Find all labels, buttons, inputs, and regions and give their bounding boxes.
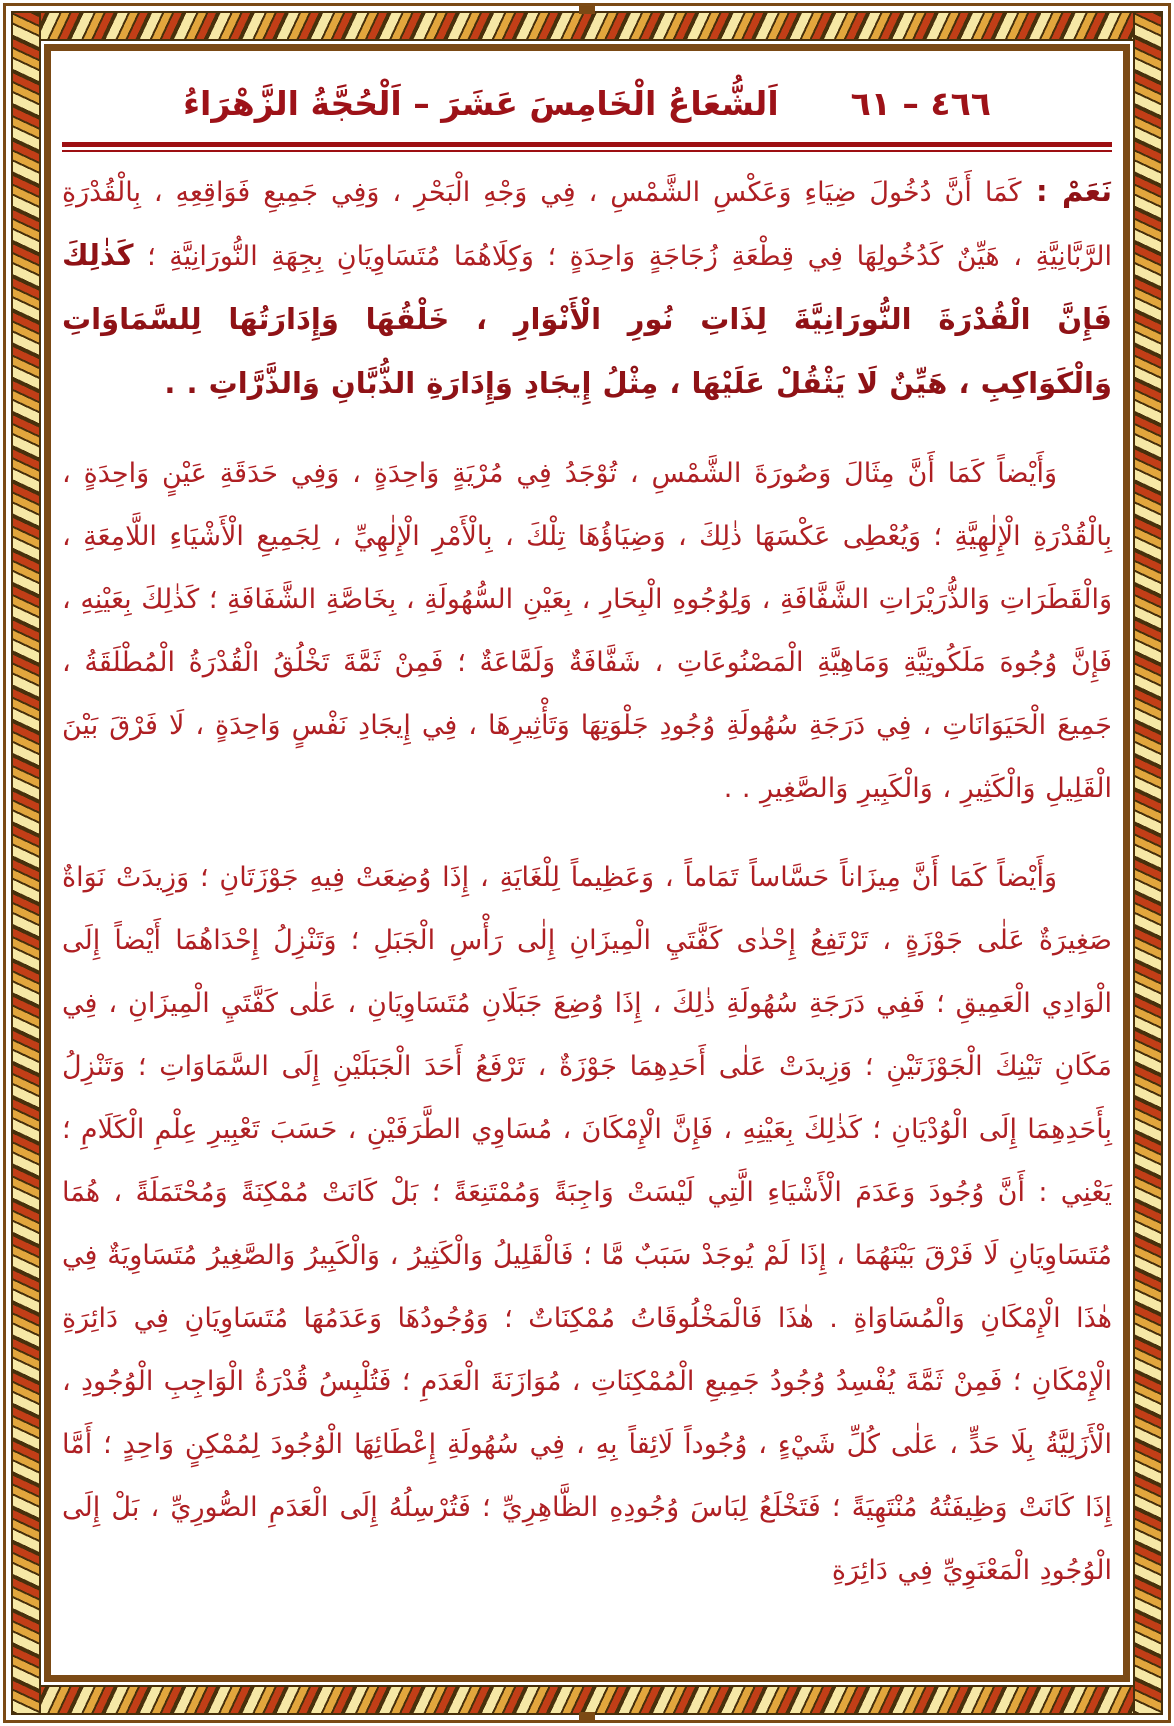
frame-bottom-knob — [579, 1712, 595, 1721]
page-title: اَلشُّعَاعُ الْخَامِسَ عَشَرَ – اَلْحُجَّةُ الزَّهْرَاءُ — [183, 84, 779, 123]
emphasized-text: كَذٰلِكَ فَإِنَّ الْقُدْرَةَ النُّورَانِيَّةَ لِذَاتِ نُورِ الْأَنْوَارِ ، خَلْقُهَا وَإِدَارَتُهَا لِلسَّمَاوَاتِ وَالْكَوَاكِبِ ، هَيِّنٌ لَا يَثْقُلْ عَلَيْهَا ، مِثْلُ إِيجَادِ وَإِدَارَةِ الذُّبَّانِ وَالذَّرَّاتِ . . — [62, 237, 1112, 400]
body-run: كَمَا أَنَّ دُخُولَ ضِيَاءِ وَعَكْسِ الشَّمْسِ ، فِي وَجْهِ الْبَحْرِ ، وَفِي جَمِيعِ فَوَاقِعِهِ ، بِالْقُدْرَةِ الرَّبَّانِيَّةِ ، هَيِّنٌ كَدُخُولِهَا فِي قِطْعَةِ زُجَاجَةٍ وَاحِدَةٍ ؛ وَكِلَاهُمَا مُتَسَاوِيَانِ بِجِهَةِ النُّورَانِيَّةِ ؛ — [62, 176, 1112, 272]
paragraph — [62, 160, 1112, 416]
page-number: ٤٦٦ – ٦١ — [850, 84, 991, 123]
page-header — [62, 84, 1112, 124]
page-content — [62, 58, 1112, 1668]
body-text — [62, 160, 1112, 1602]
ornament-border-left — [11, 11, 41, 1715]
body-run: وَأَيْضاً كَمَا أَنَّ مِثَالَ وَصُورَةَ الشَّمْسِ ، تُوْجَدُ فِي مُرْيَةٍ وَاحِدَةٍ ، وَفِي حَدَقَةِ عَيْنٍ وَاحِدَةٍ ، بِالْقُدْرَةِ الْإِلٰهِيَّةِ ؛ وَيُعْطِى عَكْسَهَا ذٰلِكَ ، وَضِيَاؤُهَا تِلْكَ ، بِالْأَمْرِ الْإِلٰهِيِّ ، لِجَمِيعِ الْأَشْيَاءِ اللَّامِعَةِ ، وَالْقَطَرَاتِ وَالذُّرَيْرَاتِ الشَّفَّافَةِ ، وَلِوُجُوهِ الْبِحَارِ ، بِعَيْنِ السُّهُولَةِ ، بِخَاصَّةِ الشَّفَافَةِ ؛ كَذٰلِكَ بِعَيْنِهِ ، فَإِنَّ وُجُوهَ مَلَكُوتِيَّةِ وَمَاهِيَّةِ الْمَصْنُوعَاتِ ، شَفَّافَةٌ وَلَمَّاعَةٌ ؛ فَمِنْ ثَمَّةَ تَخْلُقُ الْقُدْرَةُ الْمُطْلَقَةُ ، جَمِيعَ الْحَيَوَانَاتِ ، فِي دَرَجَةِ سُهُولَةِ وُجُودِ جَلْوَتِهَا وَتَأْثِيرِهَا ، فِي إِيجَادِ نَفْسٍ وَاحِدَةٍ ، لَا فَرْقَ بَيْنَ الْقَلِيلِ وَالْكَثِيرِ ، وَالْكَبِيرِ وَالصَّغِيرِ . . — [62, 457, 1112, 804]
paragraph — [62, 846, 1112, 1602]
ornament-border-top — [11, 11, 1163, 41]
emphasized-text: نَعَمْ : — [1021, 173, 1112, 208]
ornament-border-bottom — [11, 1685, 1163, 1715]
paragraph — [62, 442, 1112, 820]
frame-top-knob — [579, 5, 595, 14]
ornament-border-right — [1133, 11, 1163, 1715]
header-divider — [62, 142, 1112, 152]
body-run: وَأَيْضاً كَمَا أَنَّ مِيزَاناً حَسَّاساً تَمَاماً ، وَعَظِيماً لِلْغَايَةِ ، إِذَا وُضِعَتْ فِيهِ جَوْزَتَانِ ؛ وَزِيدَتْ نَوَاةٌ صَغِيرَةٌ عَلٰى جَوْزَةٍ ، تَرْتَفِعُ إِحْدٰى كَفَّتَيِ الْمِيزَانِ إِلٰى رَأْسِ الْجَبَلِ ؛ وَتَنْزِلُ إِحْدَاهُمَا أَيْضاً إِلَى الْوَادِي الْعَمِيقِ ؛ فَفِي دَرَجَةِ سُهُولَةِ ذٰلِكَ ، إِذَا وُضِعَ جَبَلَانِ مُتَسَاوِيَانِ ، عَلٰى كَفَّتَيِ الْمِيزَانِ ، فِي مَكَانِ تَيْنِكَ الْجَوْزَتَيْنِ ؛ وَزِيدَتْ عَلٰى أَحَدِهِمَا جَوْزَةٌ ، تَرْفَعُ أَحَدَ الْجَبَلَيْنِ إِلَى السَّمَاوَاتِ ؛ وَتَنْزِلُ بِأَحَدِهِمَا إِلَى الْوُدْيَانِ ؛ كَذٰلِكَ بِعَيْنِهِ ، فَإِنَّ الْإِمْكَانَ ، مُسَاوِي الطَّرَفَيْنِ ، حَسَبَ تَعْبِيرِ عِلْمِ الْكَلَامِ ؛ يَعْنِي : أَنَّ وُجُودَ وَعَدَمَ الْأَشْيَاءِ الَّتِي لَيْسَتْ وَاجِبَةً وَمُمْتَنِعَةً ؛ بَلْ كَانَتْ مُمْكِنَةً وَمُحْتَمَلَةً ، هُمَا مُتَسَاوِيَانِ لَا فَرْقَ بَيْنَهُمَا ، إِذَا لَمْ يُوجَدْ سَبَبٌ مَّا ؛ فَالْقَلِيلُ وَالْكَثِيرُ ، وَالْكَبِيرُ وَالصَّغِيرُ مُتَسَاوِيَةٌ فِي هٰذَا الْإِمْكَانِ وَالْمُسَاوَاةِ . هٰذَا فَالْمَخْلُوقَاتُ مُمْكِنَاتٌ ؛ وَوُجُودُهَا وَعَدَمُهَا مُتَسَاوِيَانِ فِي دَائِرَةِ الْإِمْكَانِ ؛ فَمِنْ ثَمَّةَ يُفْسِدُ وُجُودُ جَمِيعِ الْمُمْكِنَاتِ ، مُوَازَنَةَ الْعَدَمِ ؛ فَتُلْبِسُ قُدْرَةُ الْوَاجِبِ الْوُجُودِ ، الْأَزَلِيَّةُ بِلَا حَدٍّ ، عَلٰى كُلِّ شَيْءٍ ، وُجُوداً لَائِقاً بِهِ ، فِي سُهُولَةِ إِعْطَائِهَا الْوُجُودَ لِمُمْكِنٍ وَاحِدٍ ؛ أَمَّا إِذَا كَانَتْ وَظِيفَتُهُ مُنْتَهِيَةً ؛ فَتَخْلَعُ لِبَاسَ وُجُودِهِ الظَّاهِرِيِّ ؛ فَتُرْسِلُهُ إِلَى الْعَدَمِ الصُّورِيِّ ، بَلْ إِلَى الْوُجُودِ الْمَعْنَوِيِّ فِي دَائِرَةِ — [62, 861, 1112, 1586]
